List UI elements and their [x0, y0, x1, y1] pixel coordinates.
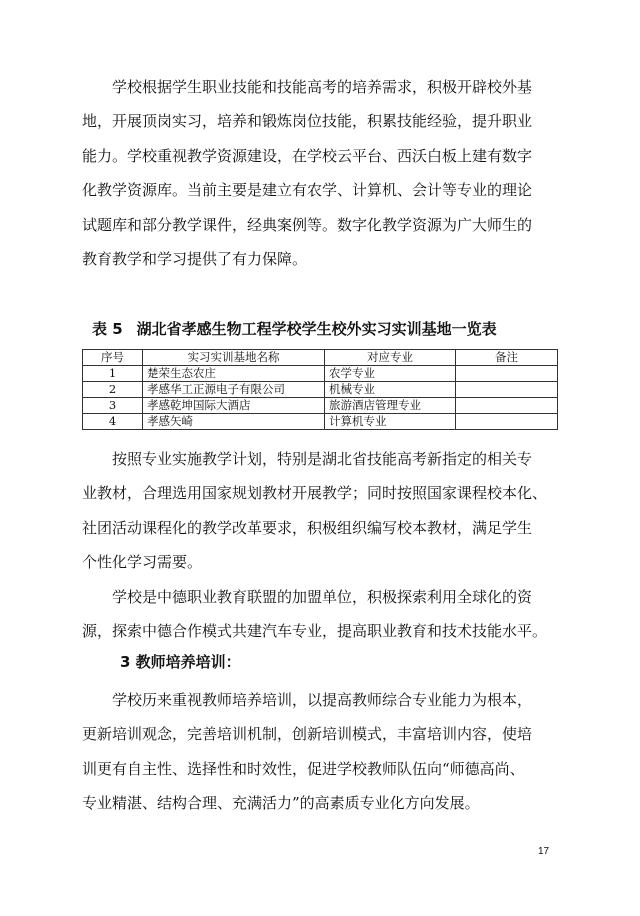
table-header-cell: 备注 [456, 350, 558, 366]
table-cell: 孝感矢崎 [143, 414, 325, 430]
paragraph-line: 个性化学习需要。 [82, 553, 203, 572]
table-cell: 孝感华工正源电子有限公司 [143, 382, 325, 398]
paragraph-line: 教育教学和学习提供了有力保障。 [82, 250, 308, 269]
paragraph-line: 更新培训观念，完善培训机制，创新培训模式，丰富培训内容，使培 [82, 725, 533, 744]
table-cell: 机械专业 [325, 382, 456, 398]
table-cell: 2 [83, 382, 143, 398]
paragraph-line: 学校历来重视教师培养培训，以提高教师综合专业能力为根本， [112, 691, 533, 709]
page-number: 17 [538, 846, 550, 857]
table-cell: 旅游酒店管理专业 [325, 398, 456, 414]
table-cell: 1 [83, 366, 143, 382]
table-row [83, 366, 558, 382]
paragraph-school-resources [82, 70, 558, 276]
table-cell [456, 366, 558, 382]
paragraph-sino-german [82, 580, 558, 649]
table-cell [456, 382, 558, 398]
paragraph-line: 专业精湛、结构合理、充满活力”的高素质专业化方向发展。 [82, 794, 480, 813]
table-cell: 计算机专业 [325, 414, 456, 430]
table-header-cell: 实习实训基地名称 [143, 350, 325, 366]
table-header-row [83, 350, 558, 366]
table-header-cell: 对应专业 [325, 350, 456, 366]
table-caption-title: 湖北省孝感生物工程学校学生校外实习实训基地一览表 [136, 320, 497, 338]
table-cell [456, 414, 558, 430]
table-cell [456, 398, 558, 414]
table-cell: 孝感乾坤国际大酒店 [143, 398, 325, 414]
section-heading-teacher-training: 3 教师培养培训： [120, 653, 241, 671]
paragraph-line: 学校根据学生职业技能和技能高考的培养需求，积极开辟校外基 [112, 78, 533, 96]
table-cell: 3 [83, 398, 143, 414]
table-cell: 农学专业 [325, 366, 456, 382]
table-row [83, 382, 558, 398]
paragraph-line: 按照专业实施教学计划，特别是湖北省技能高考新指定的相关专 [112, 450, 533, 468]
paragraph-line: 源，探索中德合作模式共建汽车专业，提高职业教育和技术技能水平。 [82, 622, 548, 641]
paragraph-line: 学校是中德职业教育联盟的加盟单位，积极探索利用全球化的资 [112, 588, 533, 606]
paragraph-line: 化教学资源库。当前主要是建立有农学、计算机、会计等专业的理论 [82, 181, 533, 200]
paragraph-line: 训更有自主性、选择性和时效性，促进学校教师队伍向“师德高尚、 [82, 759, 525, 778]
paragraph-teaching-plan [82, 442, 558, 580]
table-row [83, 398, 558, 414]
table-header-cell: 序号 [83, 350, 143, 366]
table-cell: 4 [83, 414, 143, 430]
paragraph-line: 试题库和部分教学课件，经典案例等。数字化教学资源为广大师生的 [82, 215, 533, 234]
paragraph-line: 业教材，合理选用国家规划教材开展教学；同时按照国家课程校本化、 [82, 484, 548, 503]
table-caption-number: 表 5 [92, 320, 123, 338]
table-caption [92, 318, 497, 339]
internship-base-table [82, 349, 558, 430]
paragraph-line: 社团活动课程化的教学改革要求，积极组织编写校本教材，满足学生 [82, 518, 533, 537]
paragraph-line: 能力。学校重视教学资源建设，在学校云平台、西沃白板上建有数字 [82, 146, 533, 165]
table-cell: 楚荣生态农庄 [143, 366, 325, 382]
table-row [83, 414, 558, 430]
paragraph-teacher-training [82, 683, 558, 821]
paragraph-line: 地，开展顶岗实习，培养和锻炼岗位技能，积累技能经验，提升职业 [82, 112, 533, 131]
